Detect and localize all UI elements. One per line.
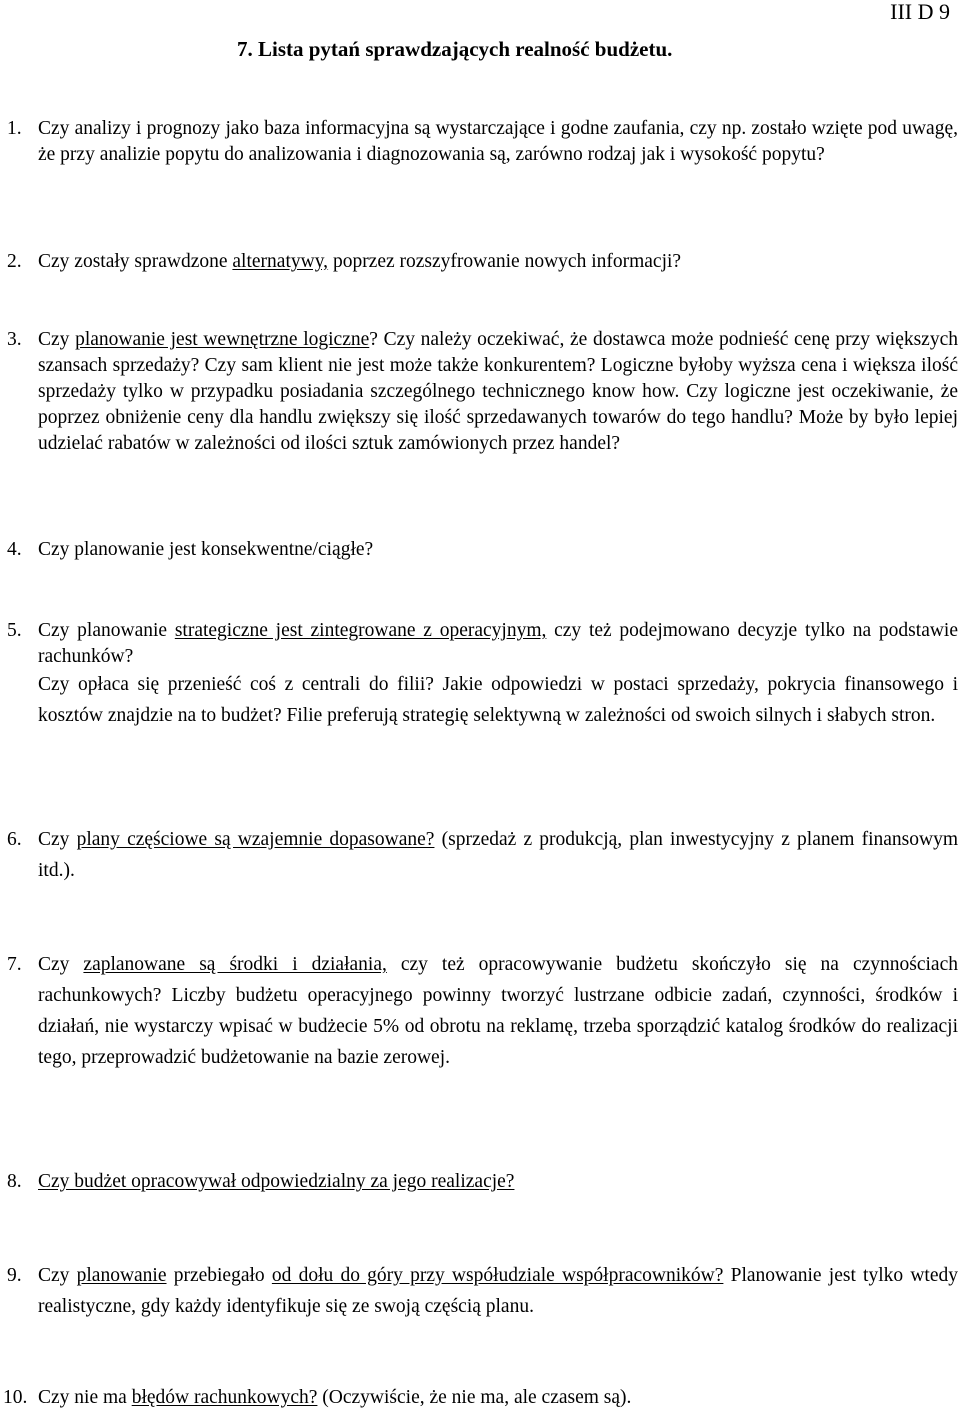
question-text: Czy zaplanowane są środki i działania, czy też opracowywanie budżetu skończyło się na czynnościach rachunkowych? Liczby budżetu operacyjnego powinny tworzyć lustrzane odbicie zadań, czynności, środków i działań, nie wystarczy wpisać w budżecie 5% od obrotu na reklamę, trzeba sporządzić katalog środków do realizacji tego, przeprowadzić budżetowanie na bazie zerowej. [38,954,958,1068]
question-5 [0,618,958,731]
document-title: 7. Lista pytań sprawdzających realność budżetu. [237,37,673,61]
question-text [38,1169,958,1195]
page-label: III D 9 [890,0,950,24]
underlined-phrase: alternatywy, [232,251,329,272]
question-text: Czy planowanie jest konsekwentne/ciągłe? [38,539,374,560]
underlined-phrase: błędów rachunkowych? [131,1387,318,1408]
question-number: 1. [7,118,22,139]
question-9 [0,1260,958,1322]
underlined-phrase: Czy budżet opracowywał odpowiedzialny za jego realizacje? [38,1171,515,1192]
question-text: Czy planowanie jest wewnętrzne logiczne? Czy należy oczekiwać, że dostawca może podnieść cenę przy większych szansach sprzedaży? Czy sam klient nie jest może także konkurentem? Logiczne byłoby wyższa cena i większa ilość sprzedaży tylko w przypadku posiadania szczególnego technicznego know how. Czy logiczne jest oczekiwanie, że poprzez obniżenie ceny dla handlu zwiększy się ilość sprzedawanych towarów do tego handlu? Może by było lepiej udzielać rabatów w zależności od ilości sztuk zamówionych przez handel? [38,329,958,454]
underlined-phrase: planowanie [76,1265,167,1286]
question-1 [0,116,958,168]
question-text: Czy analizy i prognozy jako baza informacyjna są wystarczające i godne zaufania, czy np. zostało wzięte pod uwagę, że przy analizie popytu do analizowania i diagnozowania są, zarówno rodzaj jak i wysokość popytu? [38,118,958,165]
question-number: 5. [7,620,22,641]
question-number: 3. [7,329,22,350]
question-text: Czy planowanie przebiegało od dołu do góry przy współudziale współpracowników? Planowanie jest tylko wtedy realistyczne, gdy każdy identyfikuje się ze swoją częścią planu. [38,1265,958,1317]
underlined-phrase: zaplanowane są środki i działania, [83,954,387,975]
question-number: 6. [7,829,22,850]
underlined-phrase: plany częściowe są wzajemnie dopasowane? [76,829,435,850]
question-number: 4. [7,539,22,560]
question-number: 7. [7,954,22,975]
question-4 [0,537,958,563]
question-number: 8. [7,1171,22,1192]
question-text: Czy planowanie strategiczne jest zintegrowane z operacyjnym, czy też podejmowano decyzje tylko na podstawie rachunków? Czy opłaca się przenieść coś z centrali do filii? Jakie odpowiedzi w postaci sprzedaży, pokrycia finansowego i kosztów znajdzie na to budżet? Filie preferują strategię selektywną w zależności od swoich silnych i słabych stron. [38,620,959,726]
underlined-phrase: strategiczne jest zintegrowane z operacyjnym, [174,620,547,641]
question-10 [0,1385,958,1411]
question-7 [0,949,958,1073]
question-number: 9. [7,1265,22,1286]
question-number: 10. [3,1387,28,1408]
question-2 [0,249,958,275]
question-text: Czy nie ma błędów rachunkowych? (Oczywiście, że nie ma, ale czasem są). [38,1387,632,1408]
underlined-phrase: od dołu do góry przy współudziale współpracowników? [271,1265,724,1286]
question-6 [0,824,958,886]
question-text: Czy zostały sprawdzone alternatywy, poprzez rozszyfrowanie nowych informacji? [38,251,682,272]
underlined-phrase: planowanie jest wewnętrzne logiczne [75,329,370,350]
question-3 [0,327,958,457]
question-number: 2. [7,251,22,272]
question-8 [0,1169,958,1195]
question-text: Czy plany częściowe są wzajemnie dopasowane? (sprzedaż z produkcją, plan inwestycyjny z planem finansowym itd.). [38,829,958,881]
